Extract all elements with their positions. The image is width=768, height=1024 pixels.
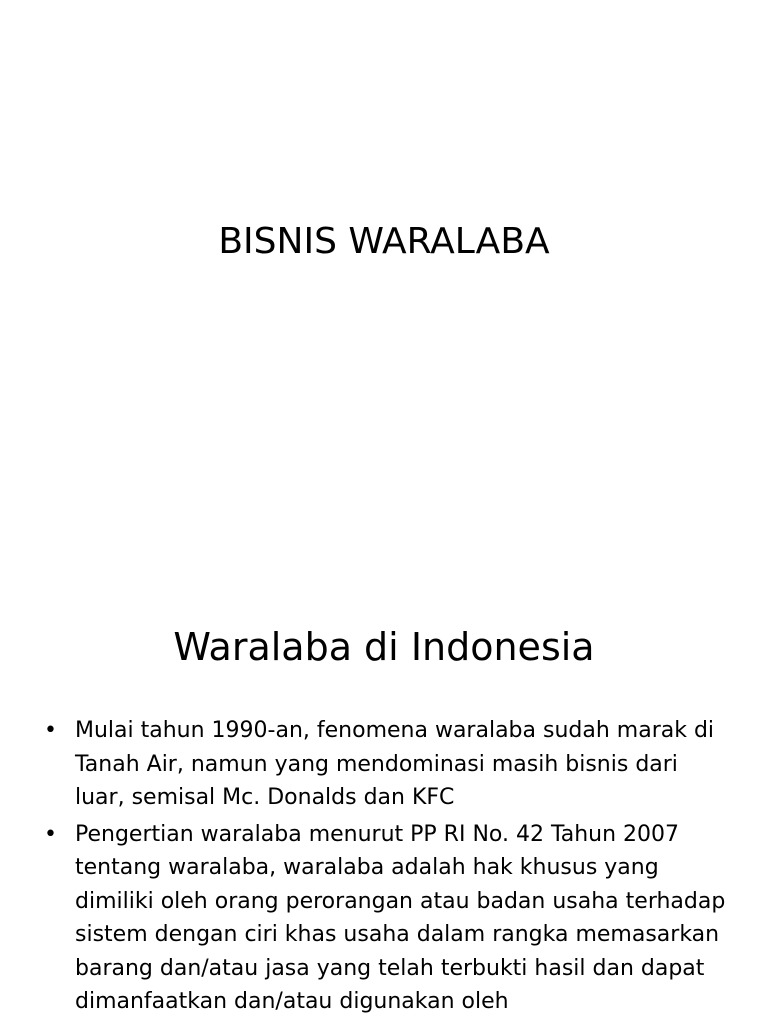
bullet-icon: • xyxy=(44,821,57,847)
bullet-icon: • xyxy=(44,718,57,743)
bullet-item xyxy=(0,714,768,815)
bullet-list xyxy=(0,714,768,1022)
slide-title: BISNIS WARALABA xyxy=(218,221,550,262)
slide-2 xyxy=(0,576,768,1024)
bullet-text: Pengertian waralaba menurut PP RI No. 42 Tahun 2007 tentang waralaba, waralaba adalah hak khusus yang dimiliki oleh orang perorangan atau badan usaha terhadap sistem dengan ciri khas usaha dalam rangka memasarkan barang dan/atau jasa yang telah terbukti hasil dan dapat dimanfaatkan dan/atau digunakan oleh xyxy=(75,821,726,1014)
bullet-item xyxy=(0,818,768,1019)
bullet-text: Mulai tahun 1990-an, fenomena waralaba sudah marak di Tanah Air, namun yang mendominasi masih bisnis dari luar, semisal Mc. Donalds dan KFC xyxy=(75,718,715,810)
slide-title: Waralaba di Indonesia xyxy=(173,625,595,669)
